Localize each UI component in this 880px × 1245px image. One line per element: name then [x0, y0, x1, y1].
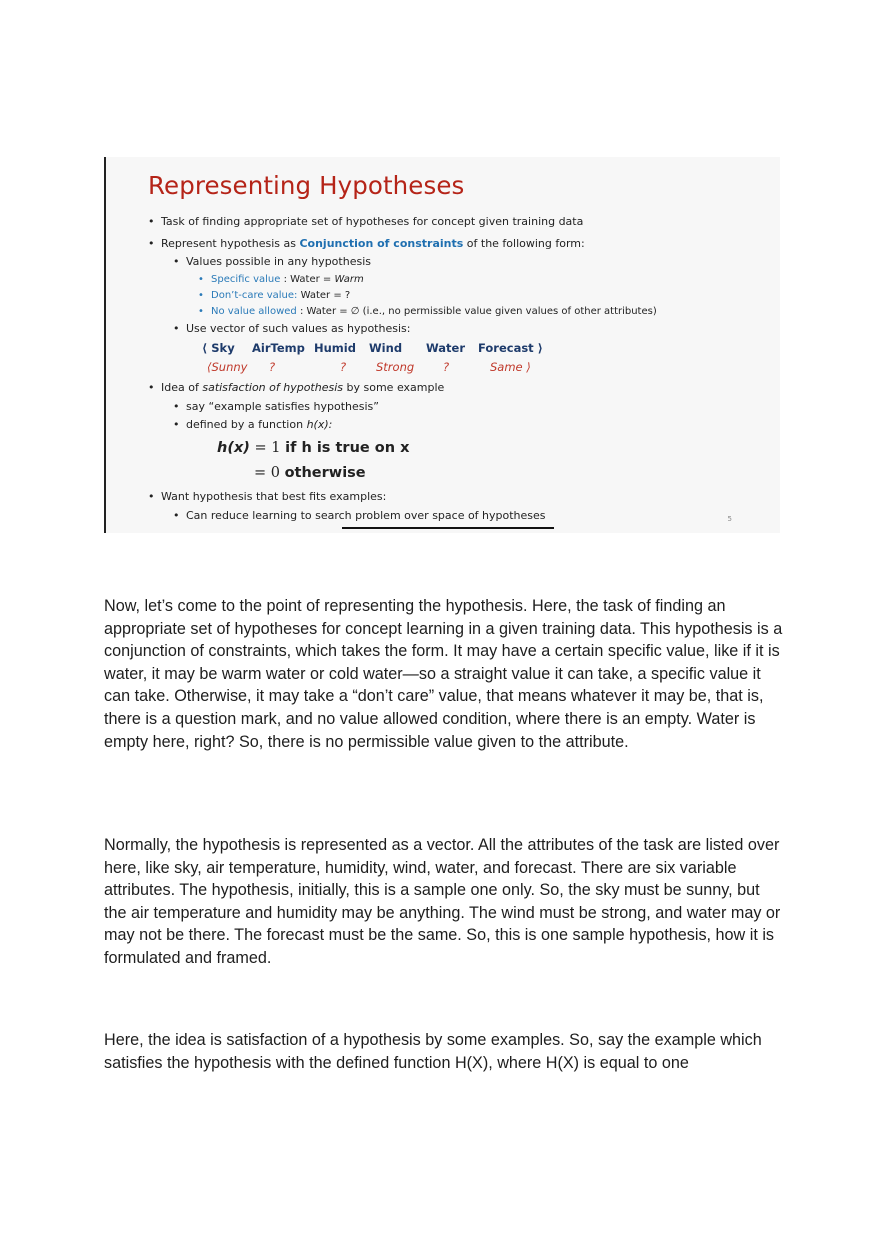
text: Idea of: [161, 381, 203, 394]
bullet-dont-care: [211, 289, 350, 303]
text: defined by a function: [186, 418, 307, 431]
text: of the following form:: [463, 237, 585, 250]
emphasis: satisfaction of hypothesis: [202, 381, 344, 394]
bullet-task: Task of finding appropriate set of hypotheses for concept given training data: [161, 215, 584, 228]
paragraph: Here, the idea is satisfaction of a hypothesis by some examples. So, say the example which satisfies the hypothesis with the defined function H(X), where H(X) is equal to one: [104, 1031, 762, 1072]
bullet-use-vector: Use vector of such values as hypothesis:: [186, 322, 411, 335]
vector-value: ⟨Sunny: [207, 360, 248, 374]
label: Don’t-care value:: [211, 290, 298, 301]
formula-term: = 0: [254, 465, 285, 481]
vector-header: Humid: [314, 341, 356, 355]
vector-value: ?: [340, 360, 347, 374]
bullet-represent: [161, 237, 585, 251]
paragraph: Normally, the hypothesis is represented as a vector. All the attributes of the task are listed over here, like sky, air temperature, humidity, wind, water, and forecast. There are six variable attributes. The hypothesis, initially, this is a sample one only. So, the sky must be sunny, but the air temperature and humidity may be anything. The wind must be strong, and water may or may not be there. The forecast must be the same. So, this is one sample hypothesis, how it is formulated and framed.: [104, 836, 781, 967]
bullet-icon: •: [198, 290, 204, 301]
vector-value: Same ⟩: [490, 360, 531, 374]
bullet-icon: •: [173, 400, 180, 413]
bullet-icon: •: [198, 274, 204, 285]
text: by some example: [343, 381, 445, 394]
paragraph: Now, let’s come to the point of representing the hypothesis. Here, the task of finding an appropriate set of hypotheses for concept learning in a given training data. This hypothesis is a conjunction of constraints, which takes the form. It may have a certain specific value, like if it is water, it may be warm water or cold water—so a straight value it can take, a specific value it can take. Otherwise, it may take a “don’t care” value, that means whatever it may be, that is, there is a question mark, and no value allowed condition, where there is an empty. Water is empty here, right? So, there is no permissible value given to the attribute.: [104, 597, 783, 751]
text: : Water =: [280, 274, 335, 285]
slide-page-number: 5: [727, 515, 732, 523]
text: Water = ?: [297, 290, 351, 301]
formula-term: if h is true on x: [285, 440, 410, 456]
bullet-say-example: say “example satisfies hypothesis”: [186, 400, 379, 413]
label: No value allowed: [211, 306, 297, 317]
bullet-specific-value: [211, 273, 364, 287]
vector-header: Wind: [369, 341, 403, 355]
bullet-icon: •: [148, 381, 155, 394]
slide-title: Representing Hypotheses: [148, 171, 465, 200]
bullet-no-value: [211, 305, 657, 319]
formula-term: otherwise: [284, 465, 366, 481]
label: Specific value: [211, 274, 281, 285]
bullet-icon: •: [173, 322, 180, 335]
bullet-values-possible: Values possible in any hypothesis: [186, 255, 371, 268]
bullet-icon: •: [148, 215, 155, 228]
bullet-icon: •: [198, 306, 204, 317]
function-name: h(x):: [306, 418, 333, 431]
bullet-icon: •: [173, 255, 180, 268]
bullet-icon: •: [173, 509, 180, 522]
keyword-conjunction: Conjunction of constraints: [299, 237, 464, 250]
vector-header: Water: [426, 341, 466, 355]
vector-value: Strong: [376, 360, 415, 374]
bullet-defined-by: [186, 418, 332, 432]
bullet-want-hypothesis: Want hypothesis that best fits examples:: [161, 490, 387, 503]
bullet-icon: •: [173, 418, 180, 431]
vector-header: ⟨ Sky: [202, 341, 235, 355]
vector-header: Forecast ⟩: [478, 341, 543, 355]
bullet-satisfaction: [161, 381, 444, 395]
video-progress-bar[interactable]: [342, 527, 554, 529]
bullet-icon: •: [148, 237, 155, 250]
formula-term: h(x): [217, 440, 250, 456]
formula-term: = 1: [249, 440, 286, 456]
bullet-reduce-learning: Can reduce learning to search problem over space of hypotheses: [186, 509, 546, 522]
value: Warm: [334, 274, 364, 285]
formula-line-2: [254, 465, 366, 481]
vector-value: ?: [269, 360, 276, 374]
text: : Water = ∅ (i.e., no permissible value given values of other attributes): [296, 306, 657, 317]
lecture-slide: [104, 157, 780, 533]
vector-header: AirTemp: [252, 341, 305, 355]
formula-line-1: [217, 440, 409, 456]
bullet-icon: •: [148, 490, 155, 503]
text: Represent hypothesis as: [161, 237, 300, 250]
vector-value: ?: [443, 360, 450, 374]
